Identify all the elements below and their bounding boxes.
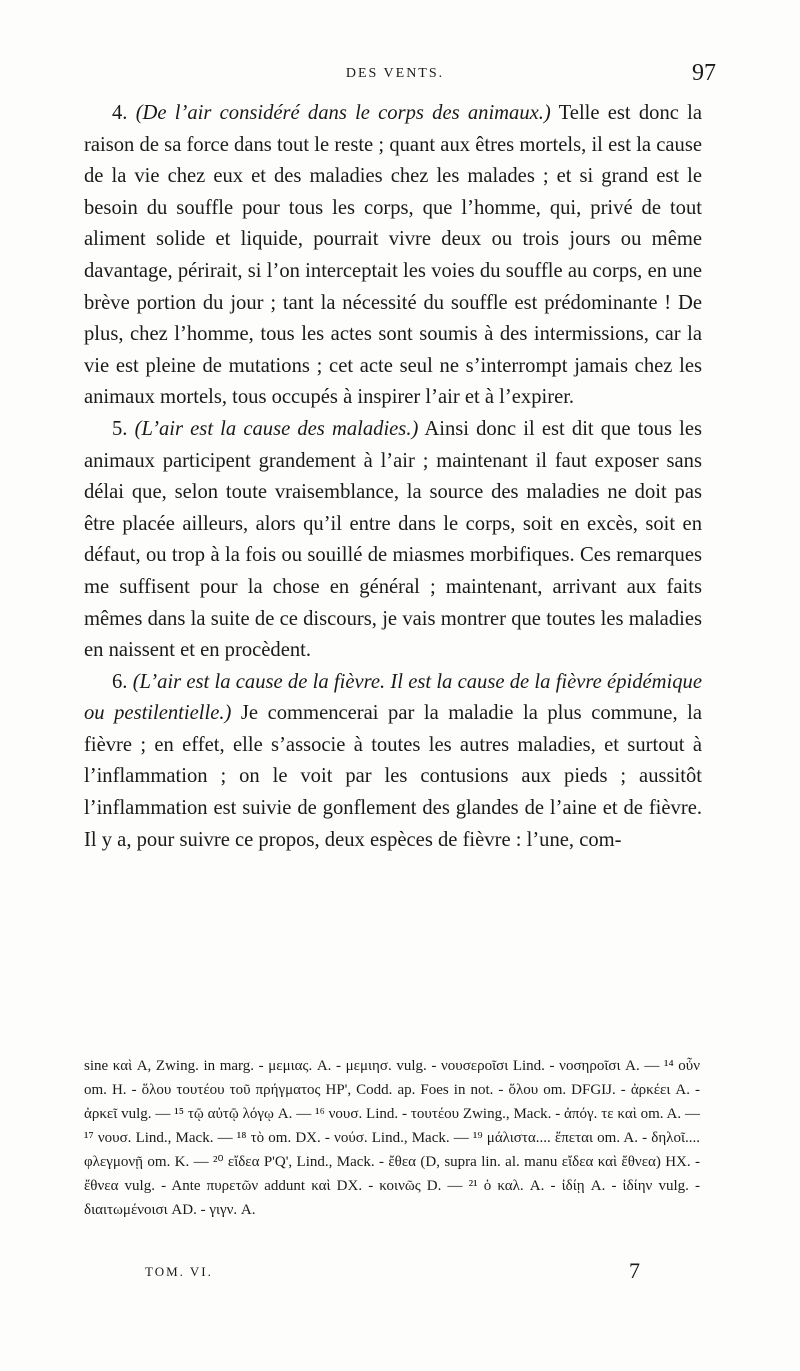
paragraph-text: Je commencerai par la maladie la plus commune, la fièvre ; en effet, elle s’associe à toutes les autres maladies, et surtout à l’inflammation ; on le voit par les contusions aux pieds ; aussitôt l’inflammation est suivie de gonflement des glandes de l’aine et de fièvre. Il y a, pour suivre ce propos, deux espèces de fièvre : l’une, com-	[84, 702, 702, 851]
paragraph-5	[84, 414, 702, 667]
volume-label: TOM. VI.	[145, 1264, 213, 1279]
page-header	[80, 60, 716, 92]
paragraph-number: 5.	[112, 417, 128, 440]
paragraph-6	[84, 667, 702, 857]
footnotes	[84, 1054, 700, 1222]
running-title: DES VENTS.	[345, 66, 445, 81]
paragraph-number: 4.	[112, 102, 128, 124]
paragraph-title: (L’air est la cause des maladies.)	[134, 417, 419, 440]
paragraph-text: Telle est donc la raison de sa force dans tout le reste ; quant aux êtres mortels, il est la cause de la vie chez eux et des maladies chez les malades ; et si grand est le besoin du souffle pour tous les corps, que l’homme, qui, privé de tout aliment solide et liquide, pourrait vivre deux ou trois jours ou même davantage, périrait, si l’on interceptait les voies du souffle au corps, en une brève portion du jour ; tant la nécessité du souffle est prédominante ! De plus, chez l’homme, tous les actes sont soumis à des intermissions, car la vie est pleine de mutations ; cet acte seul ne s’interrompt jamais chez les animaux mortels, tous occupés à inspirer l’air et à l’expirer.	[84, 102, 702, 409]
paragraph-4	[84, 98, 702, 414]
paragraph-number: 6.	[112, 670, 128, 693]
page-footer	[145, 1258, 640, 1286]
footnote-text: sine καὶ A, Zwing. in marg. - μεμιας. A. - μεμιησ. vulg. - νουσεροῖσι Lind. - νοσηροῖσι A. — ¹⁴ οὖν om. H. - ὅλου τουτέου τοῦ πρήγματος HP', Codd. ap. Foes in not. - ὅλου om. DFGIJ. - ἀρκέει A. - ἀρκεῖ vulg. — ¹⁵ τῷ αὐτῷ λόγῳ A. — ¹⁶ νουσ. Lind. - τουτέου Zwing., Mack. - ἀπόγ. τε καὶ om. A. — ¹⁷ νουσ. Lind., Mack. — ¹⁸ τὸ om. DX. - νούσ. Lind., Mack. — ¹⁹ μάλιστα.... ἕπεται om. A. - δηλοῖ.... φλεγμονῇ om. K. — ²⁰ εἴδεα P'Q', Lind., Mack. - ἔθεα (D, supra lin. al. manu εἴδεα καὶ ἔθνεα) HX. - ἔθνεα vulg. - Ante πυρετῶν addunt καὶ DX. - κοινῶς D. — ²¹ ὁ καλ. A. - ἰδίῃ A. - ἰδίην vulg. - διαιτωμένοισι AD. - γιγν. A.	[84, 1058, 700, 1218]
paragraph-title: (L’air est la cause de la fièvre. Il est la cause de la fièvre épidémique ou pestilentielle.)	[84, 670, 702, 725]
paragraph-title: (De l’air considéré dans le corps des animaux.)	[135, 102, 551, 124]
page-number: 97	[692, 60, 716, 86]
signature-mark: 7	[629, 1258, 640, 1283]
paragraph-text: Ainsi donc il est dit que tous les animaux participent grandement à l’air ; maintenant il faut exposer sans délai que, selon toute vraisemblance, la source des maladies ne doit pas être placée ailleurs, alors qu’il entre dans le corps, soit en excès, soit en défaut, ou trop à la fois ou souillé de miasmes morbifiques. Ces remarques me suffisent pour la chose en général ; maintenant, arrivant aux faits mêmes dans la suite de ce discours, je vais montrer que toutes les maladies en naissent et en procèdent.	[84, 417, 702, 662]
main-text	[84, 98, 702, 856]
